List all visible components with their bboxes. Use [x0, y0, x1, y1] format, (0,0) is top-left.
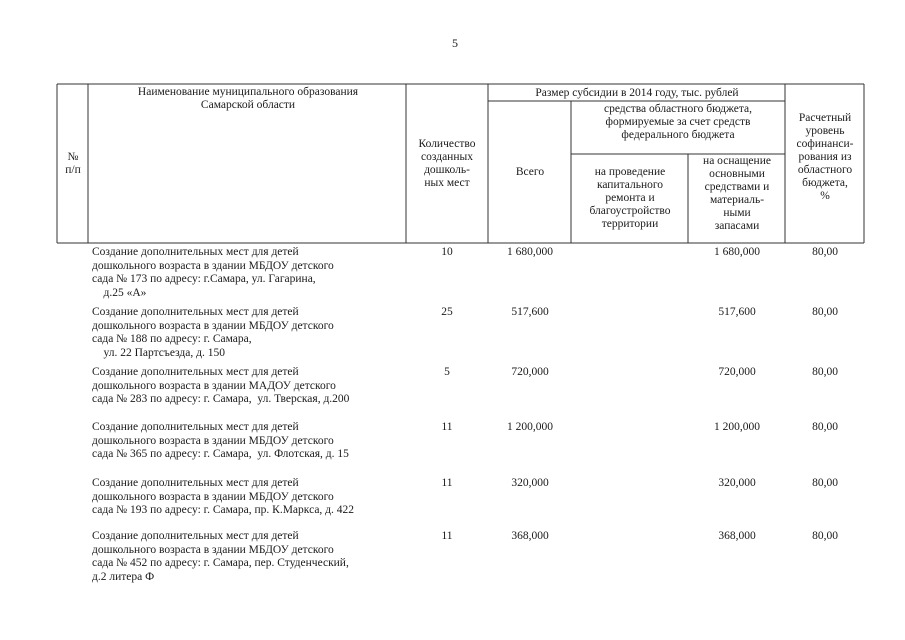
row-3-total: 720,000	[511, 366, 549, 378]
row-4-total: 1 200,000	[507, 421, 553, 433]
header-col-subsidy-group: Размер субсидии в 2014 году, тыс. рублей	[535, 87, 739, 99]
row-1-level: 80,00	[812, 246, 838, 258]
row-4-count: 11	[441, 421, 453, 433]
header-col-name: Наименование муниципального образования Самарской области	[137, 86, 359, 111]
header-col-regional-group: средства областного бюджета, формируемые за счет средств федерального бюджета	[603, 103, 753, 141]
row-6-level: 80,00	[812, 530, 838, 542]
row-4-level: 80,00	[812, 421, 838, 433]
header-col-equipment: на оснащение основными средствами и материаль- ными запасами	[703, 155, 771, 232]
row-5-total: 320,000	[511, 477, 549, 489]
row-6-equipment: 368,000	[718, 530, 756, 542]
row-4-equipment: 1 200,000	[714, 421, 760, 433]
row-6-count: 11	[441, 530, 453, 542]
header-col-level: Расчетный уровень софинанси- рования из областного бюджета, %	[796, 112, 854, 202]
row-3-equipment: 720,000	[718, 366, 756, 378]
header-col-repair: на проведение капитального ремонта и благоустройство территории	[589, 166, 671, 230]
row-1-count: 10	[441, 246, 453, 258]
row-2-description: Создание дополнительных мест для детей дошкольного возраста в здании МБДОУ детского сада № 188 по адресу: г. Самара, ул. 22 Партсъезда, д. 150	[92, 306, 334, 359]
row-3-level: 80,00	[812, 366, 838, 378]
row-1-total: 1 680,000	[507, 246, 553, 258]
row-5-description: Создание дополнительных мест для детей дошкольного возраста в здании МБДОУ детского сада № 193 по адресу: г. Самара, пр. К.Маркса, д. 422	[92, 477, 355, 517]
row-2-level: 80,00	[812, 306, 838, 318]
row-5-level: 80,00	[812, 477, 838, 489]
row-3-description: Создание дополнительных мест для детей дошкольного возраста в здании МАДОУ детского сада № 283 по адресу: г. Самара, ул. Тверская, д.200	[92, 366, 350, 406]
row-1-description: Создание дополнительных мест для детей дошкольного возраста в здании МБДОУ детского сада № 173 по адресу: г.Самара, ул. Гагарина, д.25 «А»	[92, 246, 334, 299]
header-col-count: Количество созданных дошколь- ных мест	[418, 138, 476, 189]
row-4-description: Создание дополнительных мест для детей дошкольного возраста в здании МБДОУ детского сада № 365 по адресу: г. Самара, ул. Флотская, д. 15	[92, 421, 349, 461]
row-3-count: 5	[444, 366, 450, 378]
row-2-count: 25	[441, 306, 453, 318]
row-5-equipment: 320,000	[718, 477, 756, 489]
row-6-description: Создание дополнительных мест для детей дошкольного возраста в здании МБДОУ детского сада № 452 по адресу: г. Самара, пер. Студенческий, д.2 литера Ф	[92, 530, 349, 583]
row-2-total: 517,600	[511, 306, 549, 318]
row-6-total: 368,000	[511, 530, 549, 542]
row-1-equipment: 1 680,000	[714, 246, 760, 258]
header-col-number: № п/п	[65, 151, 81, 176]
row-5-count: 11	[441, 477, 453, 489]
row-2-equipment: 517,600	[718, 306, 756, 318]
page-number: 5	[452, 36, 458, 50]
header-col-total: Всего	[515, 166, 545, 178]
